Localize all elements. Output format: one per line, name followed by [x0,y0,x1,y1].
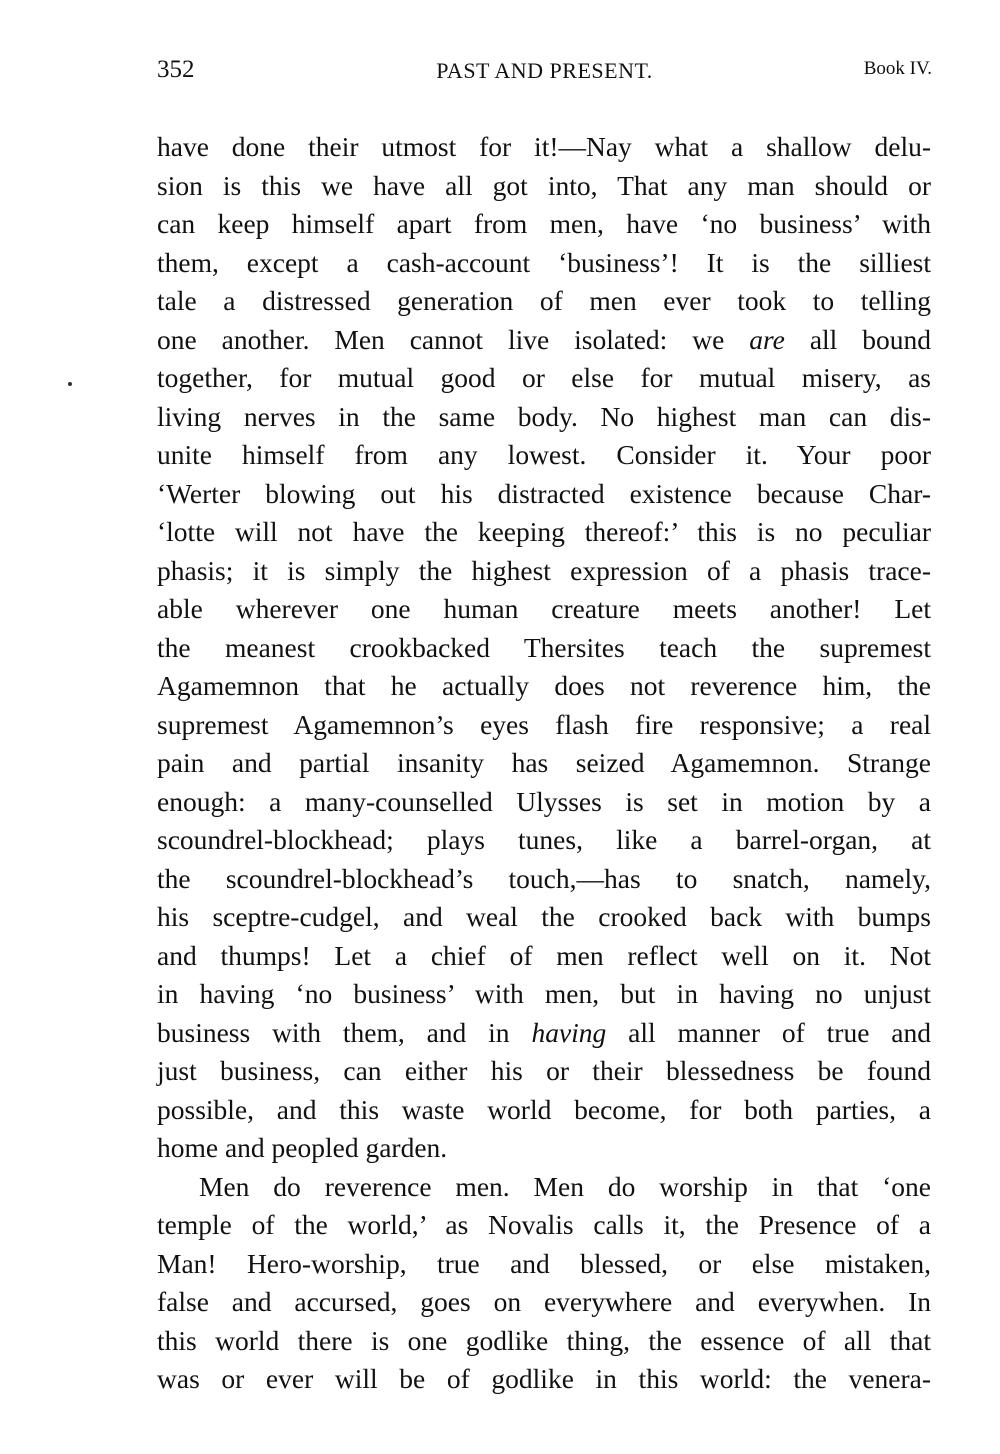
text-segment: all bound [784,323,931,355]
text-segment: Man! Hero-worship, true and blessed, or else mistaken, [157,1247,931,1279]
text-segment: ‘Werter blowing out his distracted existence because Char- [157,477,931,509]
page-body-text [157,128,931,1399]
text-segment: ‘lotte will not have the keeping thereof:’ this is no peculiar [157,516,931,547]
text-segment: supremest Agamemnon’s eyes flash fire responsive; a real [157,708,931,740]
text-segment: false and accursed, goes on everywhere and everywhen. In [157,1286,931,1317]
text-line [157,1129,931,1168]
text-segment: scoundrel-blockhead; plays tunes, like a barrel-organ, at [157,824,931,855]
text-line [157,398,931,437]
text-segment: pain and partial insanity has seized Agamemnon. Strange [157,747,931,778]
text-line [157,1091,931,1130]
text-segment: just business, can either his or their blessedness be found [157,1055,931,1086]
text-segment: able wherever one human creature meets another! Let [157,593,931,624]
text-segment: his sceptre-cudgel, and weal the crooked back with bumps [157,901,931,932]
text-segment: Men do reverence men. Men do worship in that ‘one [199,1170,931,1202]
text-line [157,706,931,745]
text-segment: and thumps! Let a chief of men reflect well on it. Not [157,939,931,971]
text-line [157,475,931,514]
margin-speck [68,382,72,386]
text-segment: was or ever will be of godlike in this world: the venera- [157,1363,931,1394]
text-line [157,359,931,398]
page-number: 352 [157,56,195,83]
text-line [157,1206,931,1245]
text-line [157,167,931,206]
text-line [157,205,931,244]
text-line [157,513,931,552]
text-segment: possible, and this waste world become, for both parties, a [157,1093,931,1125]
text-line [157,898,931,937]
text-segment: can keep himself apart from men, have ‘no business’ with [157,208,931,239]
text-line [157,1168,931,1207]
text-line [157,744,931,783]
text-line [157,1245,931,1284]
text-segment: business with them, and in [157,1016,532,1048]
text-line [157,1322,931,1361]
running-title: PAST AND PRESENT. [436,58,653,83]
text-line [157,244,931,283]
text-line [157,667,931,706]
text-segment: have done their utmost for it!—Nay what a shallow delu- [157,131,931,162]
text-line [157,552,931,591]
text-segment: tale a distressed generation of men ever took to telling [157,285,931,316]
text-segment: the meanest crookbacked Thersites teach the supremest [157,631,931,663]
text-segment: living nerves in the same body. No highest man can dis- [157,400,931,432]
text-line [157,860,931,899]
text-segment: temple of the world,’ as Novalis calls it, the Presence of a [157,1209,931,1240]
text-segment: the scoundrel-blockhead’s touch,—has to snatch, namely, [157,862,931,894]
text-line [157,128,931,167]
text-segment: sion is this we have all got into, That any man should or [157,169,931,201]
text-line [157,1283,931,1322]
text-line [157,321,931,360]
text-segment: them, except a cash-account ‘business’! It is the silliest [157,246,931,278]
italic-text: having [531,1016,607,1048]
book-label: Book IV. [863,58,932,79]
text-line [157,1360,931,1399]
text-segment: this world there is one godlike thing, the essence of all that [157,1324,931,1356]
text-line [157,937,931,976]
text-segment: Agamemnon that he actually does not reverence him, the [157,670,931,701]
text-segment: all manner of true and [606,1016,931,1048]
text-line [157,436,931,475]
text-line [157,629,931,668]
text-segment: one another. Men cannot live isolated: we [157,323,750,355]
text-line [157,783,931,822]
text-segment: enough: a many-counselled Ulysses is set in motion by a [157,785,931,817]
text-segment: unite himself from any lowest. Consider it. Your poor [157,439,931,470]
text-line [157,1014,931,1053]
text-line [157,975,931,1014]
text-segment: home and peopled garden. [157,1132,448,1163]
italic-text: are [749,323,785,355]
page-header [157,56,932,86]
text-segment: together, for mutual good or else for mutual misery, as [157,362,931,393]
text-segment: phasis; it is simply the highest expression of a phasis trace- [157,554,931,586]
text-line [157,1052,931,1091]
text-line [157,821,931,860]
text-line [157,282,931,321]
text-line [157,590,931,629]
text-segment: in having ‘no business’ with men, but in having no unjust [157,978,931,1009]
